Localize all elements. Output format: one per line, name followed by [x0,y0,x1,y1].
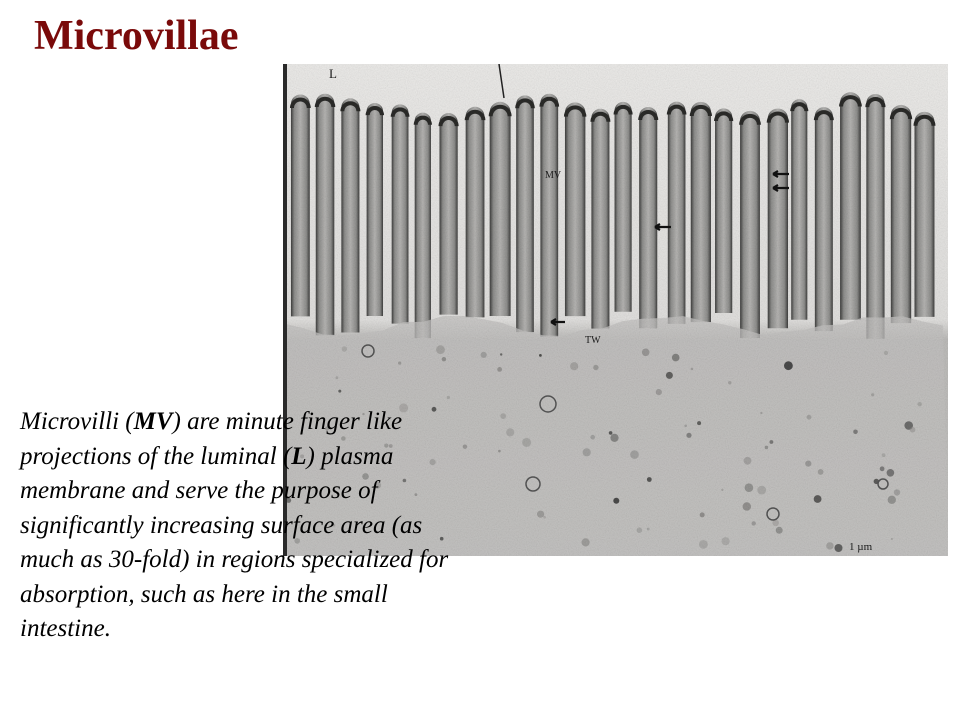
cytoplasm-granule [642,349,650,357]
microvillus [668,102,686,324]
cytoplasm-granule [757,486,766,495]
cytoplasm-granule [656,389,662,395]
cytoplasm-granule [699,540,708,549]
microvillus [639,107,657,328]
cytoplasm-granule [500,413,506,419]
cytoplasm-granule [335,376,338,379]
microvillus [540,94,558,337]
cytoplasm-granule [570,362,578,370]
microvillus [891,105,911,323]
cytoplasm-granule [721,489,723,491]
cytoplasm-granule [853,430,858,435]
cytoplasm-granule [745,483,754,492]
cytoplasm-granule [342,346,347,351]
microvillus [591,109,609,329]
label-microvilli: MV [545,170,562,181]
cytoplasm-granule [637,527,643,533]
cytoplasm-granule [583,448,591,456]
microvillus [615,102,632,312]
cytoplasm-granule [590,435,595,440]
cytoplasm-granule [776,527,783,534]
slide-title: Microvillae [34,13,239,59]
cytoplasm-granule [880,466,885,471]
microvillus [439,113,457,315]
microvillus [915,112,935,317]
cytoplasm-granule [910,427,916,433]
cytoplasm-granule [784,361,793,370]
cytoplasm-granule [835,544,843,552]
cytoplasm-granule [882,453,886,457]
cytoplasm-granule [765,446,769,450]
cytoplasm-granule [728,381,731,384]
label-lumen: L [329,66,337,81]
microvillus [791,99,807,320]
microvillus [392,104,409,323]
cytoplasm-granule [506,428,514,436]
cytoplasm-granule [582,538,590,546]
cytoplasm-granule [436,345,445,354]
cytoplasm-granule [442,357,446,361]
cytoplasm-granule [686,433,691,438]
cytoplasm-granule [814,495,822,503]
cytoplasm-granule [537,511,544,518]
cytoplasm-granule [887,469,895,477]
microvillus [840,92,861,320]
cytoplasm-granule [647,477,652,482]
cytoplasm-granule [805,461,811,467]
caption-text [20,405,480,647]
cytoplasm-granule [398,362,401,365]
cytoplasm-granule [543,516,546,519]
cytoplasm-granule [770,440,774,444]
cytoplasm-granule [338,390,341,393]
cytoplasm-granule [697,421,701,425]
cytoplasm-granule [700,512,705,517]
microvillus [866,94,884,339]
cytoplasm-granule [672,354,680,362]
microvillus [367,103,383,316]
microvillus [316,94,335,336]
microvillus [466,107,485,318]
microvillus [565,102,585,316]
cytoplasm-granule [888,496,896,504]
cytoplasm-granule [609,431,613,435]
cytoplasm-granule [760,412,762,414]
label-scale: 1 µm [849,541,873,553]
cytoplasm-granule [807,415,812,420]
microvillus [768,108,788,328]
cytoplasm-granule [593,365,598,370]
microvillus [815,107,833,331]
caption-part-2: ) are minute finger like projections of the luminal ( [20,408,403,470]
cytoplasm-granule [744,457,752,465]
microvillus [415,113,431,338]
cytoplasm-granule [752,521,756,525]
cytoplasm-granule [498,450,501,453]
cytoplasm-granule [647,528,650,531]
cytoplasm-granule [630,450,639,459]
microvillus [516,95,534,332]
microvillus [291,95,310,317]
microvillus [341,98,359,332]
cytoplasm-granule [500,353,502,355]
microvillus [715,108,732,313]
cytoplasm-granule [891,538,893,540]
cytoplasm-granule [743,502,751,510]
cytoplasm-granule [613,498,619,504]
caption-abbr-l: L [291,442,307,470]
label-terminal-web: TW [585,335,601,346]
microvillus [490,102,511,316]
cytoplasm-granule [884,351,888,355]
cytoplasm-granule [871,393,874,396]
microvillus [691,102,711,322]
cytoplasm-granule [666,372,673,379]
cytoplasm-granule [522,438,531,447]
microvillus [740,111,760,338]
cytoplasm-granule [826,542,833,549]
cytoplasm-granule [481,352,487,358]
cytoplasm-granule [722,537,730,545]
cytoplasm-granule [684,425,687,428]
cytoplasm-granule [447,396,450,399]
caption-part-1: Microvilli ( [20,408,134,435]
cytoplasm-granule [918,402,922,406]
cytoplasm-granule [691,368,694,371]
cytoplasm-granule [497,367,502,372]
caption-part-3: ) plasma membrane and serve the purpose of significantly increasing surface area (as much as 30-fold) in regions specialized for absorption, such as here in the small intestine. [20,442,449,642]
cytoplasm-granule [610,434,618,442]
caption-abbr-mv: MV [133,408,173,435]
cytoplasm-granule [818,469,824,475]
cytoplasm-granule [539,354,542,357]
cytoplasm-granule [894,489,900,495]
